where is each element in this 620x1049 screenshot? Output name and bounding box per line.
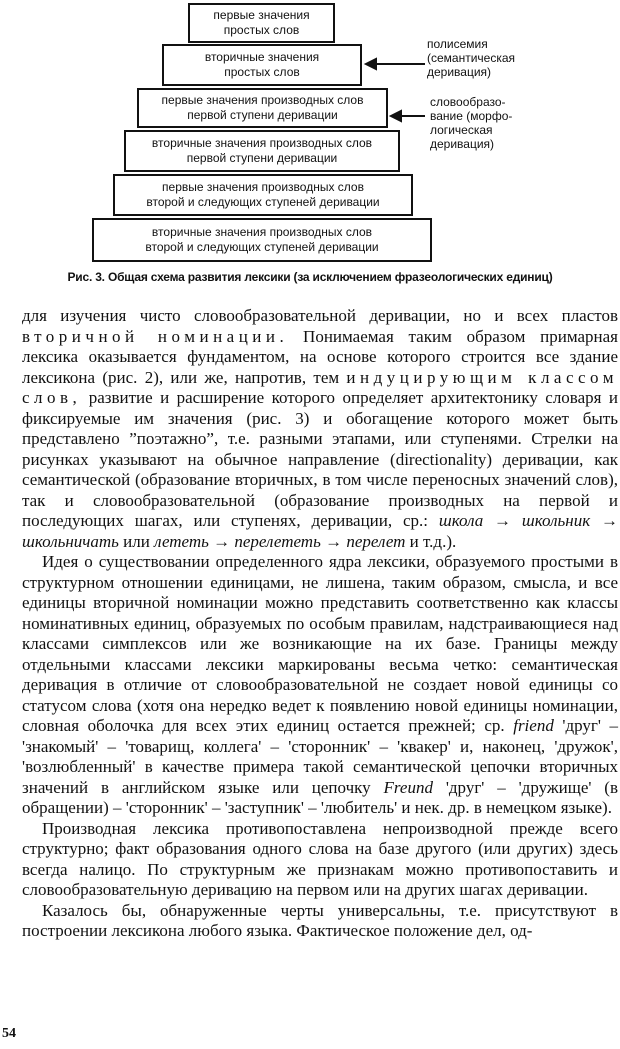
figure-caption: Рис. 3. Общая схема развития лексики (за исключением фразеологических единиц): [67, 270, 553, 284]
note-line: словообразо-: [430, 95, 506, 109]
note-word-formation: [430, 95, 530, 151]
spaced-term: индуцирующим классом слов,: [22, 367, 618, 407]
spaced-term: вторичной номинации.: [22, 326, 289, 346]
tier-line: второй и следующих ступеней деривации: [146, 195, 380, 209]
arrow-left-icon: [366, 59, 425, 69]
tier-line: первые значения производных слов: [161, 93, 364, 107]
text-run: Понимаемая таким образом примарная лексика оказывается фундаментом, на основе которого строится все здание лексикона (рис. 2), или же, напротив, тем: [22, 326, 619, 387]
text-run: для изучения чисто словообразовательной деривации, но и всех пластов: [22, 306, 618, 325]
pyramid-figure: [0, 0, 620, 300]
tier-line: второй и следующих ступеней деривации: [145, 240, 379, 254]
paragraph-2: [22, 552, 618, 819]
tier-line: вторичные значения производных слов: [151, 136, 373, 150]
paragraph-3: Производная лексика противопоставлена непроизводной прежде всего структурно; факт образования одного слова на базе другого (или других) здесь всегда налицо. По структурным же признакам можно противопоставить и словообразовательную деривацию на первом или на других шагах деривации.: [22, 818, 618, 899]
note-line: полисемия: [427, 37, 488, 51]
tier-line: простых слов: [224, 65, 300, 79]
example-chain: школа → школьник → школьничать: [22, 511, 618, 551]
tier-line: первые значения производных слов: [162, 180, 364, 194]
note-line: (семантическая: [427, 51, 516, 65]
tier-line: первой ступени деривации: [186, 151, 338, 165]
paragraph-1: [22, 306, 618, 552]
note-polysemy: [427, 37, 527, 79]
example-word: Freund: [383, 777, 433, 797]
text-run: развитие и расширение которого определяет архитектонику словаря и фиксируемые им значения (рис. 3) и обогащение которого может быть представлено ”поэтажно”, т.е. разными этапами, или ступенями. Стрелки на рисунках указывают на обычное направление (directionality) деривации, как семантической (образование вторичных, в том числе переносных значений слов), так и словообразовательной (образование производных на первой и последующих шагах, или ступенях, деривации, ср.:: [22, 388, 618, 530]
arrow-left-icon: [391, 111, 425, 121]
note-line: деривация): [427, 65, 492, 79]
example-chain: лететь → перелететь → перелет: [154, 531, 406, 551]
text-run: или: [118, 531, 155, 551]
paragraph-4: Казалось бы, обнаруженные черты универсальны, т.е. присутствуют в построении лексикона любого языка. Фактическое положение дел, од-: [22, 900, 618, 940]
text-run: Идея о существовании определенного ядра лексики, образуемого простыми в структурном отношении единицами, не лишена, таким образом, смысла, и все единицы вторичной номинации можно представить соответственно как классы номинативных единиц, образуемых по особым правилам, надстраивающиеся над классами симплексов или же возникающие на их базе. Границы между отдельными классами лексики маркированы весьма четко: семантическая деривация в отличие от словообразовательной не создает новой единицы со статусом слова (хотя она нередко ведет к появлению новой единицы номинации, словная оболочка для всех этих единиц остается прежней; ср.: [22, 552, 618, 735]
body-text: [22, 306, 618, 942]
tier-line: вторичные значения производных слов: [151, 225, 373, 239]
text-run: 'друг' – 'знакомый' – 'товарищ, коллега' – 'сторонник' – 'квакер' и, наконец, 'дружок', 'возлюбленный' в качестве примера такой семантической цепочки вторичных значений в английском языке или цепочку: [22, 716, 618, 797]
note-line: деривация): [430, 137, 495, 151]
note-line: вание (морфо-: [430, 109, 513, 123]
note-line: логическая: [430, 123, 493, 137]
tier-line: вторичные значения: [204, 50, 320, 64]
page-number: 54: [2, 1026, 16, 1041]
example-word: friend: [513, 716, 554, 735]
tier-line: первые значения: [213, 8, 310, 22]
text-run: 'друг' – 'дружище' (в обращении) – 'сторонник' – 'заступник' – 'любитель' и нек. др. в немецком языке).: [22, 777, 618, 817]
text-run: и т.д.).: [405, 531, 457, 551]
tier-line: простых слов: [223, 23, 300, 37]
tier-line: первой ступени деривации: [187, 108, 338, 122]
